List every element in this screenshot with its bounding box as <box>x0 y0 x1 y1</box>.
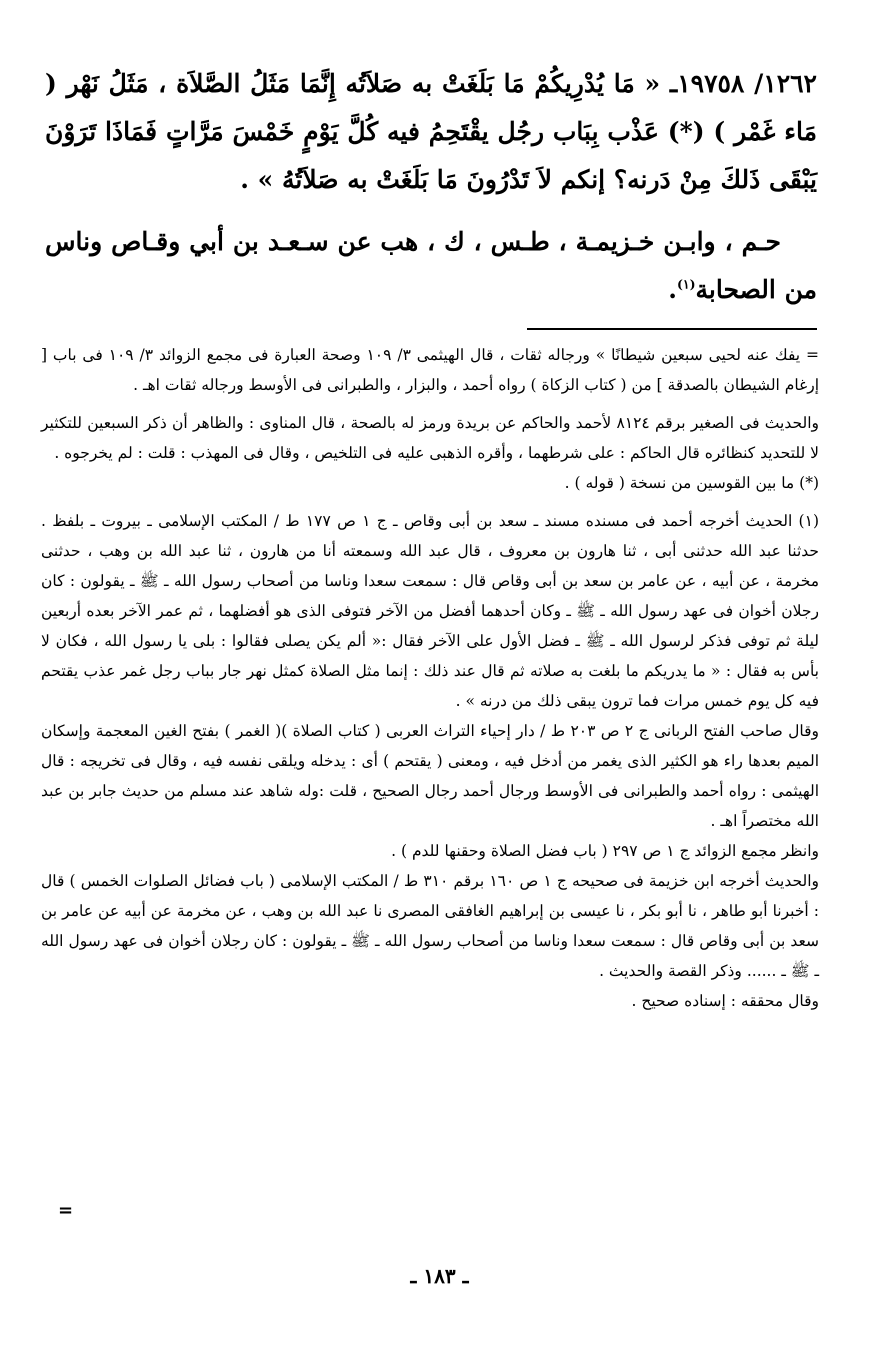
footnotes <box>41 340 819 1016</box>
hadith-text: ١٢٦٢/ ١٩٧٥٨ـ « مَا يُدْرِيكُمْ مَا بَلَغَتْ به صَلاَتُه إِنَّمَا مَثَلُ الصَّلاَة ، مَثَلُ نَهْر ( مَاء غَمْر ) (*) عَذْب بِبَاب رجُل يقْتَحِمُ فيه كُلَّ يَوْمٍ خَمْسَ مَرَّاتٍ فَمَاذَا تَرَوْنَ يَبْقَى ذَلكَ مِنْ دَرنه؟ إنكم لاَ تَدْرُونَ مَا بَلَغَتْ به صَلاَتُهُ » . <box>45 69 817 194</box>
footnote-majma: وانظر مجمع الزوائد ج ١ ص ٢٩٧ ( باب فضل الصلاة وحقنها للدم ) . <box>391 842 819 860</box>
continuation-mark: = <box>58 1200 74 1221</box>
footnote-fath-rabbani: وقال صاحب الفتح الربانى ج ٢ ص ٢٠٣ ط / دار إحياء التراث العربى ( كتاب الصلاة )( الغمر ) بفتح الغين المعجمة وإسكان الميم بعدها راء هو الكثير الذى يغمر من أدخل فيه ، ومعنى ( يقتحم ) أى : يدخله ويلقى نفسه فيه ، وقال فى تخريجه : قال الهيثمى : رواه أحمد والطبرانى فى الأوسط ورجال أحمد رجال الصحيح ، قلت :وله شاهد عند مسلم من حديث جابر بن عبد الله مختصراً اهـ . <box>41 722 820 830</box>
page-number: ـ ١٨٣ ـ <box>410 1264 469 1288</box>
footnote-marker: (١) <box>676 276 696 292</box>
main-text <box>45 60 817 314</box>
hadith-sources <box>45 218 817 314</box>
footnote-separator <box>527 328 817 330</box>
sources-text: حـم ، وابـن خـزيمـة ، طـس ، ك ، هب عن سـعـد بن أبي وقـاص وناس من الصحابة <box>45 227 817 304</box>
footnote-1-ahmad: (١) الحديث أخرجه أحمد فى مسنده مسند ـ سعد بن أبى وقاص ـ ج ١ ص ١٧٧ ط / المكتب الإسلامى ـ بيروت ـ بلفظ . حدثنا عبد الله حدثنى أبى ، ثنا هارون بن معروف ، قال عبد الله وسمعته أنا من هارون ، ثنا عبد الله بن وهب ، حدثنى مخرمة ، عن أبيه ، عن عامر بن سعد بن أبى وقاص قال : سمعت سعدا وناسا من أصحاب رسول الله ـ ﷺ ـ يقولون : كان رجلان أخوان فى عهد رسول الله ـ ﷺ ـ وكان أحدهما أفضل من الآخر فتوفى الذى هو أفضلهما ، ثم عمر الآخر بعده أربعين ليلة ثم توفى فذكر لرسول الله ـ ﷺ ـ فضل الأول على الآخر فقال :« ألم يكن يصلى فقالوا : بلى يا رسول الله ، فكان لا بأس به فقال : « ما يدريكم ما بلغت به صلاته ثم قال عند ذلك : إنما مثل الصلاة كمثل نهر جار بباب رجل غمر عذب يقتحم فيه كل يوم خمس مرات فما ترون يبقى ذلك من درنه » . <box>41 512 819 710</box>
sources-end-mark: . <box>668 275 677 304</box>
footnote-ibn-khuzaima: والحديث أخرجه ابن خزيمة فى صحيحه ج ١ ص ١٦٠ برقم ٣١٠ ط / المكتب الإسلامى ( باب فضائل الصلوات الخمس ) قال : أخبرنا أبو طاهر ، نا أبو بكر ، نا عيسى بن إبراهيم الغافقى المصرى نا عبد الله بن وهب ، عن مخرمة عن أبيه عن عامر بن سعد بن أبى وقاص قال : سمعت سعدا وناسا من أصحاب رسول الله ـ ﷺ ـ يقولون : كان رجلان أخوان فى عهد رسول الله ـ ﷺ ـ ...... وذكر القصة والحديث . <box>41 872 819 980</box>
footnote-saghir: والحديث فى الصغير برقم ٨١٢٤ لأحمد والحاكم عن بريدة ورمز له بالصحة ، قال المناوى : والظاهر أن ذكر السبعين للتكثير لا للتحديد كنظائره قال الحاكم : على شرطهما ، وأقره الذهبى عليه فى التلخيص ، وقال فى المهذب : قلت : لم يخرجوه . <box>41 414 819 462</box>
footnote-muhaqqiq: وقال محققه : إسناده صحيح . <box>631 992 819 1010</box>
footnote-star: (*) ما بين القوسين من نسخة ( قوله ) . <box>564 474 819 492</box>
footnote-continuation: = يفك عنه لحيى سبعين شيطانًا » ورجاله ثقات ، قال الهيثمى ٣/ ١٠٩ وصحة العبارة فى مجمع الزوائد ٣/ ١٠٩ فى باب [ إرغام الشيطان بالصدقة ] من ( كتاب الزكاة ) رواه أحمد ، والبزار ، والطبرانى فى الأوسط ورجاله ثقات اهـ . <box>41 346 819 394</box>
